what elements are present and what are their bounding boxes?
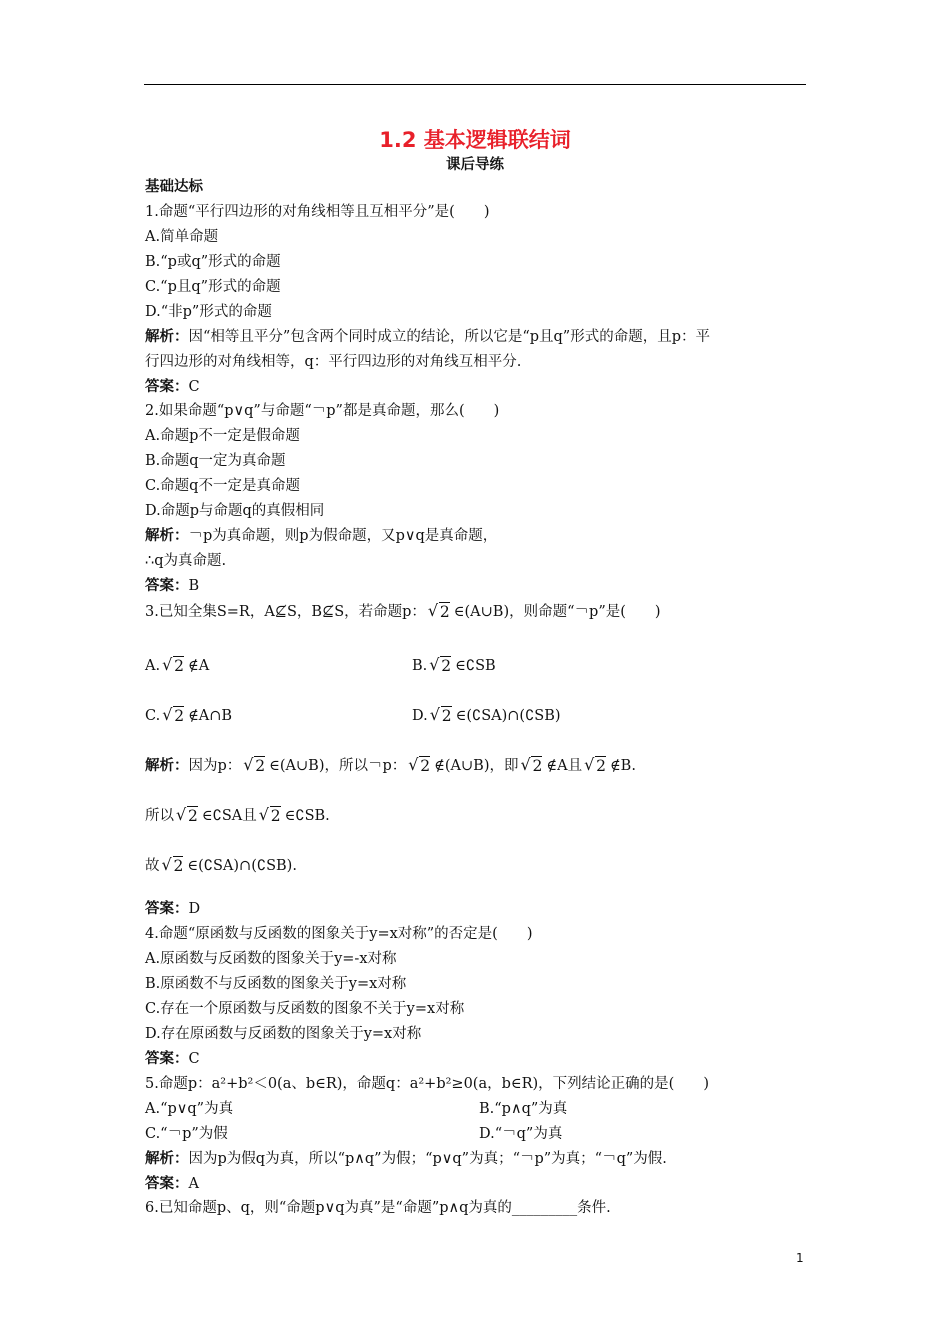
- q2-analysis-line2: ∴q为真命题.: [145, 553, 227, 569]
- q3-stem: [145, 603, 661, 621]
- analysis-text: 因“相等且平分”包含两个同时成立的结论，所以它是“p且q”形式的命题，且p：平: [188, 329, 710, 345]
- answer-label: 答案：: [145, 1176, 189, 1192]
- q1-option-c: C.“p且q”形式的命题: [145, 279, 281, 295]
- analysis-text: 因为p为假q为真，所以“p∧q”为假；“p∨q”为真；“￢p”为真；“￢q”为假.: [188, 1151, 667, 1167]
- q2-option-d: D.命题p与命题q的真假相同: [145, 503, 325, 519]
- answer-value: B: [188, 578, 200, 594]
- page-subtitle: 课后导练: [446, 157, 504, 173]
- q3-answer: [145, 900, 200, 918]
- sqrt-2: √ 2: [520, 755, 543, 775]
- answer-label: 答案：: [145, 1051, 189, 1067]
- sqrt-2: √ 2: [161, 855, 184, 875]
- analysis-label: 解析：: [145, 1151, 189, 1167]
- q5-stem: 5.命题p：a²+b²＜0(a、b∈R)，命题q：a²+b²≥0(a，b∈R)，下列结论正确的是( ): [145, 1076, 709, 1092]
- header-rule: [144, 84, 806, 85]
- answer-label: 答案：: [145, 901, 189, 917]
- q1-analysis-line2: 行四边形的对角线相等，q：平行四边形的对角线互相平分.: [145, 354, 522, 370]
- q5-option-d: D.“￢q”为真: [479, 1126, 563, 1142]
- q6-stem: 6.已知命题p、q，则“命题p∨q为真”是“命题”p∧q为真的_________条件.: [145, 1200, 611, 1216]
- q2-stem: 2.如果命题“p∨q”与命题“￢p”都是真命题，那么( ): [145, 403, 500, 419]
- q1-analysis-line1: [145, 328, 710, 346]
- answer-value: A: [188, 1176, 199, 1192]
- q5-option-b: B.“p∧q”为真: [479, 1101, 568, 1117]
- sqrt-2: √ 2: [584, 755, 606, 775]
- q2-analysis-line1: [145, 527, 497, 545]
- q3-option-d: D. √ 2 ∈(∁SA)∩(∁SB): [412, 705, 561, 725]
- q3-stem-pre: 3.已知全集S=R，A⊈S，B⊈S，若命题p：: [145, 604, 426, 620]
- q1-option-a: A.简单命题: [145, 229, 219, 245]
- sqrt-2: √ 2: [429, 655, 452, 675]
- answer-value: C: [188, 1051, 200, 1067]
- q4-option-d: D.存在原函数与反函数的图象关于y=x对称: [145, 1026, 422, 1042]
- sqrt-2: √ 2: [162, 655, 184, 675]
- sqrt-2: √ 2: [162, 705, 185, 725]
- radical-sign: √: [427, 601, 439, 620]
- page-number: 1: [796, 1251, 804, 1265]
- q5-option-a: A.“p∨q”为真: [145, 1101, 234, 1117]
- q4-stem: 4.命题“原函数与反函数的图象关于y=x对称”的否定是( ): [145, 926, 533, 942]
- q5-analysis-line1: [145, 1150, 667, 1168]
- answer-label: 答案：: [145, 578, 189, 594]
- q4-option-b: B.原函数不与反函数的图象关于y=x对称: [145, 976, 407, 992]
- q3-option-c: C. √ 2 ∉A∩B: [145, 705, 233, 725]
- q3-analysis-line2: 所以 √ 2 ∈∁SA且 √ 2 ∈∁SB.: [145, 805, 330, 825]
- answer-value: D: [188, 901, 201, 917]
- q1-option-b: B.“p或q”形式的命题: [145, 254, 281, 270]
- section-heading: 基础达标: [145, 179, 203, 195]
- sqrt-2: √ 2: [243, 755, 266, 775]
- q3-analysis-line3: 故 √ 2 ∈(∁SA)∩(∁SB).: [145, 855, 297, 875]
- analysis-text: ￢p为真命题，则p为假命题，又p∨q是真命题，: [188, 528, 498, 544]
- sqrt-2: √ 2: [427, 601, 450, 621]
- q2-option-b: B.命题q一定为真命题: [145, 453, 286, 469]
- answer-label: 答案：: [145, 379, 189, 395]
- q1-stem: 1.命题“平行四边形的对角线相等且互相平分”是( ): [145, 204, 490, 220]
- q3-analysis-line1: 解析：因为p： √ 2 ∈(A∪B)，所以￢p： √ 2 ∉(A∪B)，即 √ 2 ∉A且 √ 2 ∉B.: [145, 755, 636, 775]
- sqrt-2: √ 2: [258, 805, 281, 825]
- q1-option-d: D.“非p”形式的命题: [145, 304, 272, 320]
- analysis-label: 解析：: [145, 758, 189, 774]
- q3-stem-post: ∈(A∪B)，则命题“￢p”是( ): [453, 604, 661, 620]
- q3-option-a: A. √ 2 ∉A: [145, 655, 210, 675]
- q5-option-c: C.“￢p”为假: [145, 1126, 228, 1142]
- answer-value: C: [188, 379, 200, 395]
- q4-option-a: A.原函数与反函数的图象关于y=-x对称: [145, 951, 397, 967]
- sqrt-2: √ 2: [429, 705, 452, 725]
- q3-option-b: B. √ 2 ∈∁SB: [412, 655, 496, 675]
- q2-answer: [145, 577, 199, 595]
- page-title: 1.2 基本逻辑联结词: [379, 128, 571, 152]
- q4-answer: [145, 1050, 200, 1068]
- q4-option-c: C.存在一个原函数与反函数的图象不关于y=x对称: [145, 1001, 465, 1017]
- analysis-label: 解析：: [145, 528, 189, 544]
- analysis-label: 解析：: [145, 329, 189, 345]
- q5-answer: [145, 1175, 199, 1193]
- q2-option-a: A.命题p不一定是假命题: [145, 428, 300, 444]
- sqrt-2: √ 2: [176, 805, 198, 825]
- q2-option-c: C.命题q不一定是真命题: [145, 478, 300, 494]
- q1-answer: [145, 378, 200, 396]
- sqrt-2: √ 2: [408, 755, 431, 775]
